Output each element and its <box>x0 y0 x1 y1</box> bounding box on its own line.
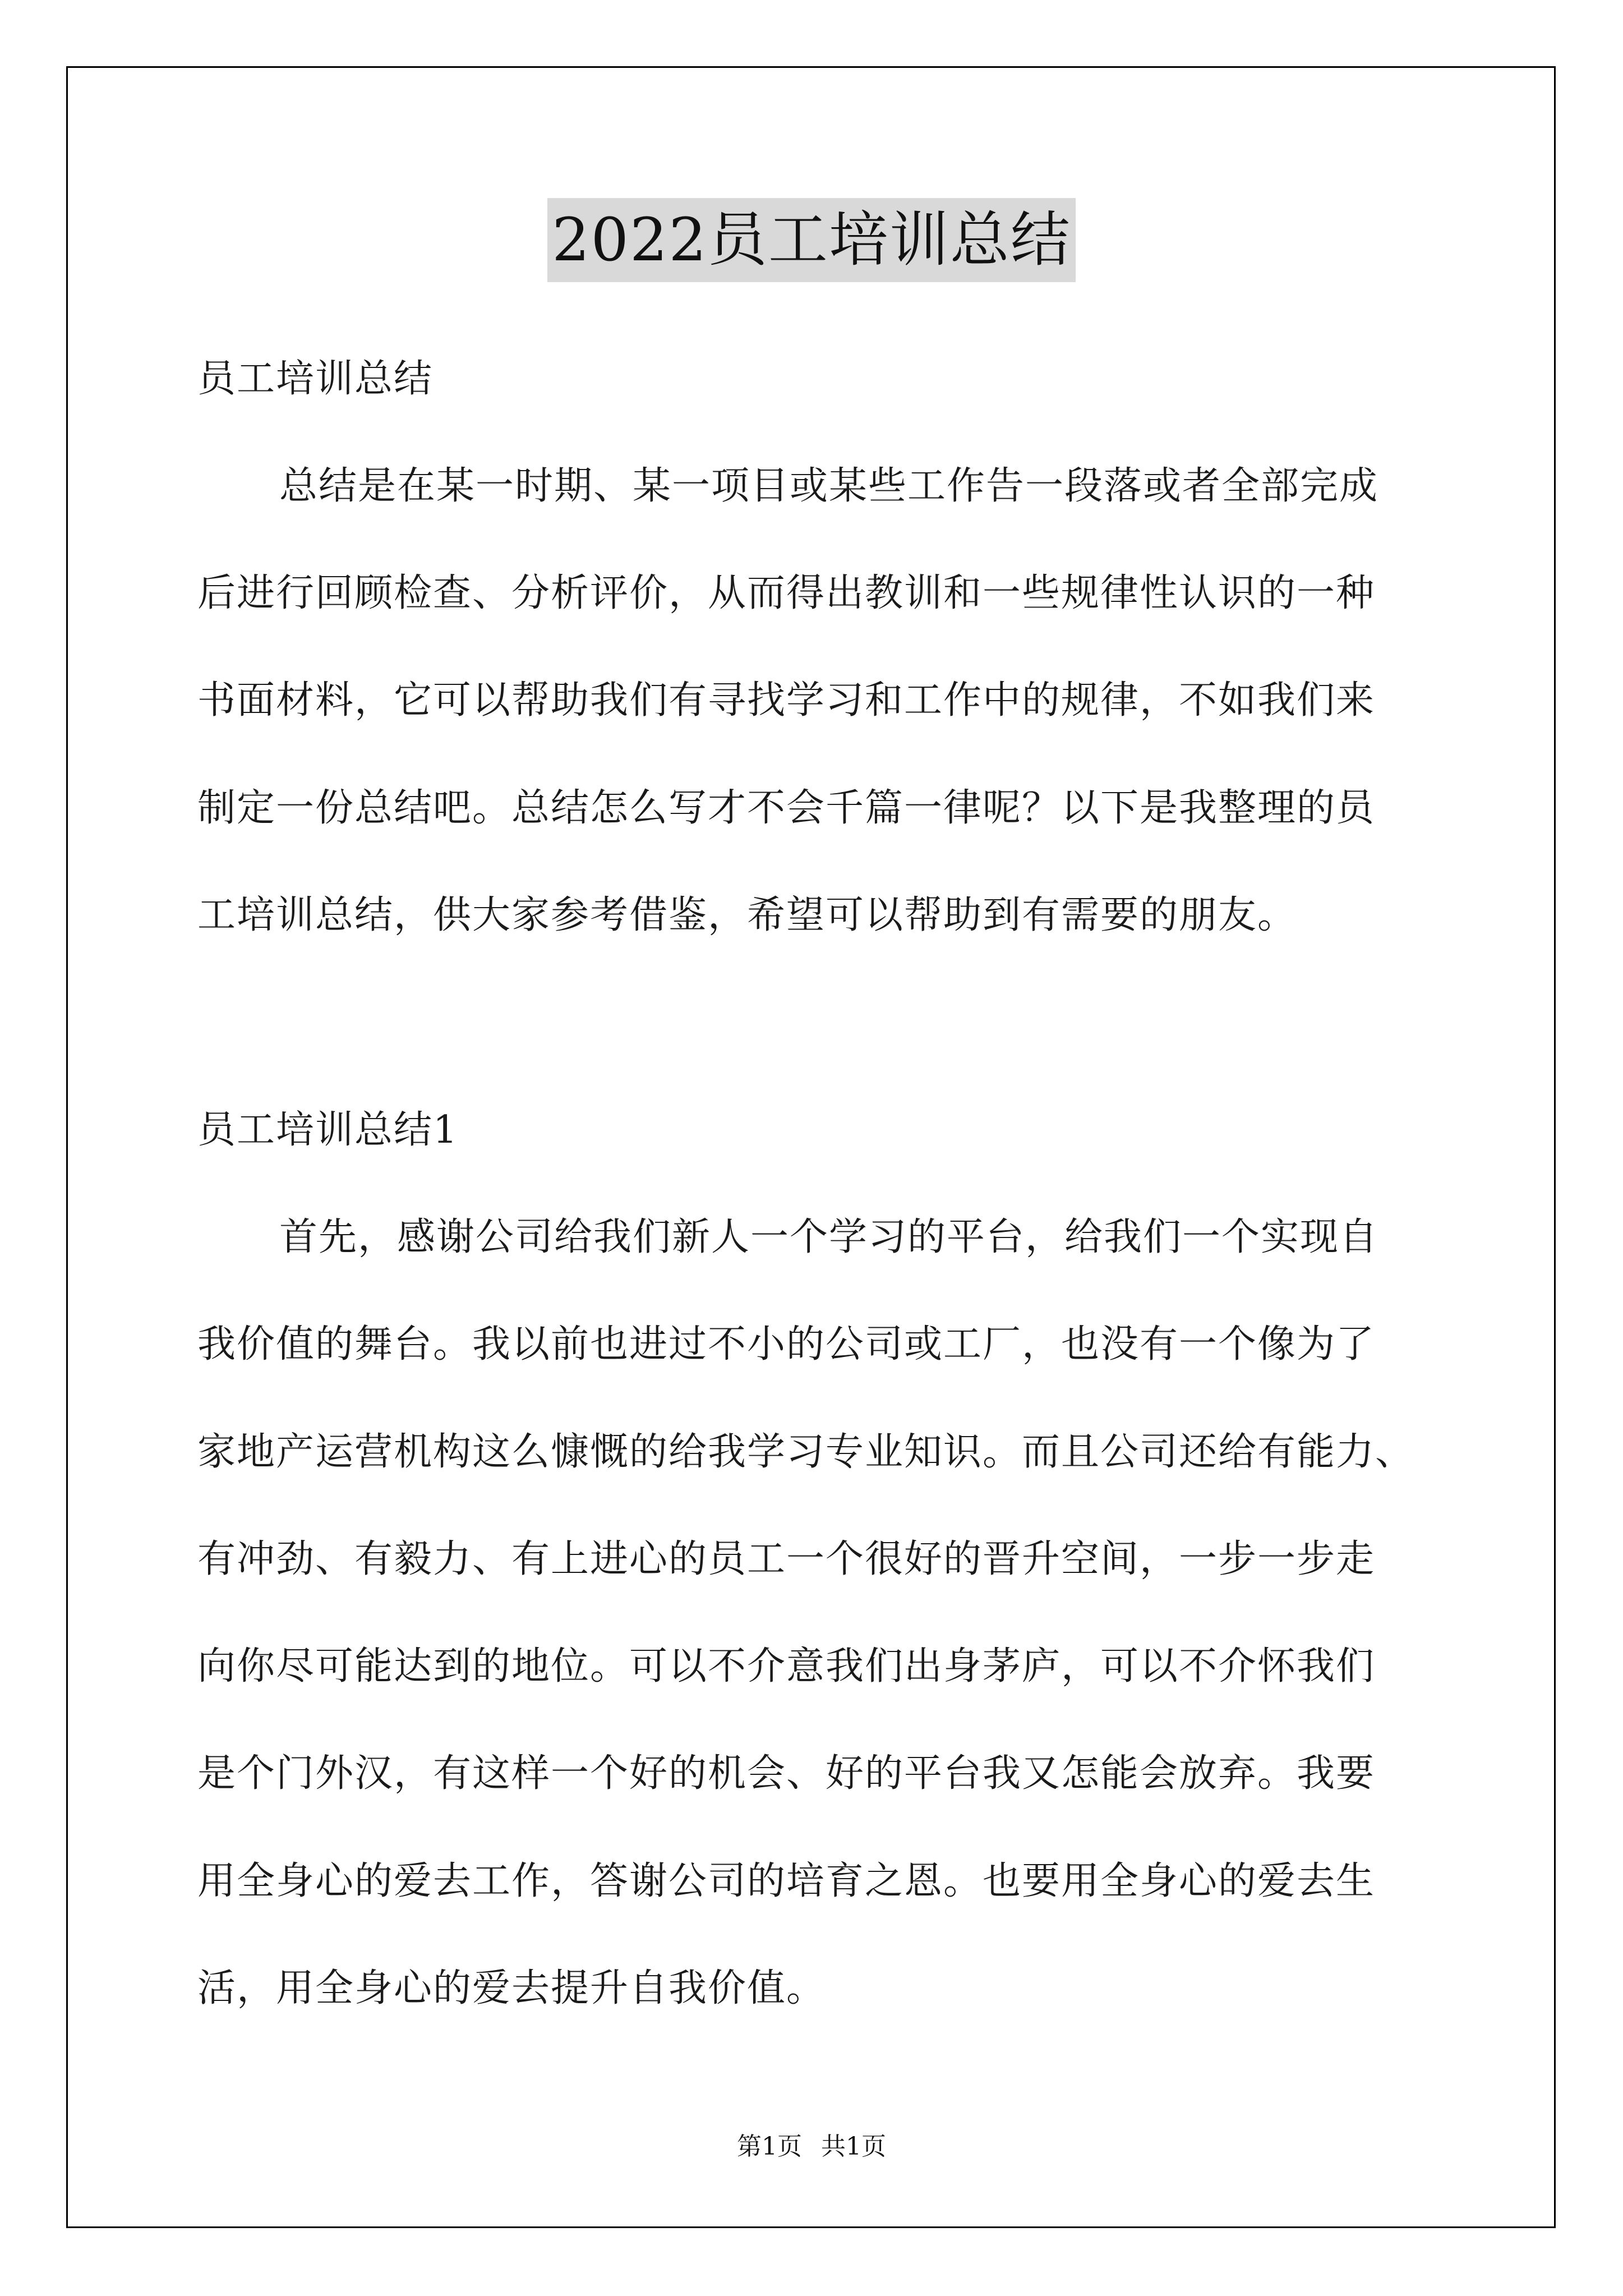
page-footer <box>0 2130 1623 2164</box>
section1-heading: 员工培训总结1 <box>197 1108 459 1152</box>
intro-paragraph-line: 总结是在某一时期、某一项目或某些工作告一段落或者全部完成 <box>279 464 1379 508</box>
intro-paragraph-line: 工培训总结，供大家参考借鉴，希望可以帮助到有需要的朋友。 <box>197 893 1297 937</box>
page-number-current: 第1页 <box>737 2132 802 2161</box>
section1-paragraph-line: 用全身心的爱去工作，答谢公司的培育之恩。也要用全身心的爱去生 <box>197 1859 1376 1903</box>
document-title: 2022员工培训总结 <box>547 198 1076 282</box>
intro-paragraph-line: 后进行回顾检查、分析评价，从而得出教训和一些规律性认识的一种 <box>197 571 1376 615</box>
section1-paragraph-line: 是个门外汉，有这样一个好的机会、好的平台我又怎能会放弃。我要 <box>197 1751 1376 1796</box>
section1-paragraph-line: 家地产运营机构这么慷慨的给我学习专业知识。而且公司还给有能力、 <box>197 1430 1415 1474</box>
section1-paragraph-line: 首先，感谢公司给我们新人一个学习的平台，给我们一个实现自 <box>279 1215 1379 1259</box>
intro-paragraph-line: 制定一份总结吧。总结怎么写才不会千篇一律呢？以下是我整理的员 <box>197 786 1376 830</box>
intro-paragraph-line: 书面材料，它可以帮助我们有寻找学习和工作中的规律，不如我们来 <box>197 678 1376 723</box>
page-number-total: 共1页 <box>821 2132 886 2161</box>
section1-paragraph-line: 向你尽可能达到的地位。可以不介意我们出身茅庐，可以不介怀我们 <box>197 1644 1376 1688</box>
section1-paragraph-line: 我价值的舞台。我以前也进过不小的公司或工厂，也没有一个像为了 <box>197 1322 1376 1366</box>
intro-heading: 员工培训总结 <box>197 357 434 401</box>
section1-paragraph-line: 有冲劲、有毅力、有上进心的员工一个很好的晋升空间，一步一步走 <box>197 1537 1376 1581</box>
title-container <box>0 198 1623 282</box>
section1-paragraph-line: 活，用全身心的爱去提升自我价值。 <box>197 1966 826 2010</box>
